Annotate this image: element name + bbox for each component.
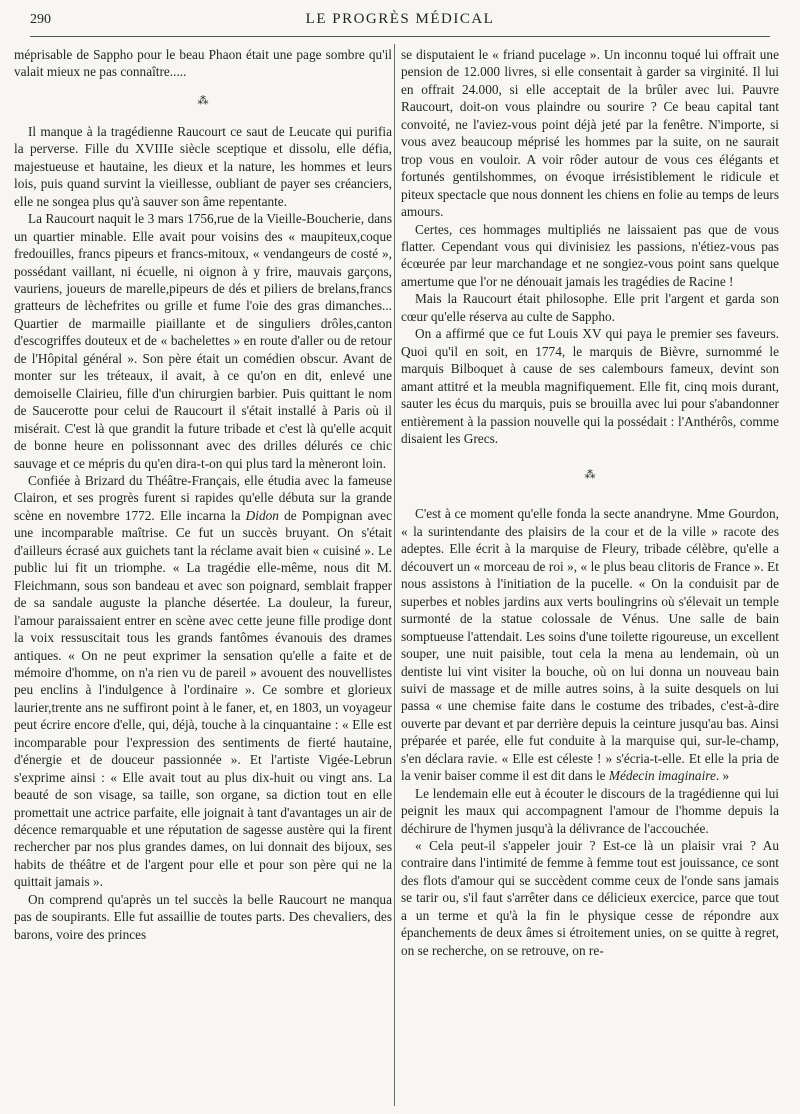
paragraph: Le lendemain elle eut à écouter le discours de la tragédienne qui lui peignit les maux qui accompagnent l'amour de l'homme depuis la déchirure de l'hymen jusqu'à la délivrance de l'accouchée. xyxy=(401,785,779,836)
paragraph: On a affirmé que ce fut Louis XV qui paya le premier ses faveurs. Quoi qu'il en soit, en 1774, le marquis de Bièvre, surnommé le marquis Bilboquet à cause de ses calembours fameux, devint son amant attitré et la meubla magnifiquement. Elle fit, cinq mois durant, sauter les écus du marquis, puis se brouilla avec lui pour s'abandonner entièrement à la passion nouvelle qui la possédait : l'Anthérôs, comme disaient les Grecs. xyxy=(401,326,779,446)
paragraph: On comprend qu'après un tel succès la belle Raucourt ne manqua pas de soupirants. Elle fut assaillie de toutes parts. Des chevaliers, des barons, voire des princes xyxy=(14,891,392,942)
paragraph-text: Confiée à Brizard du Théâtre-Français, elle étudia avec la fameuse Clairon, et ses progrès furent si rapides qu'elle débuta sur la grande scène en novembre 1772. Elle incarna la xyxy=(14,472,392,523)
paragraph-text: de Pompignan avec une incomparable maîtrise. Ce fut un succès bruyant. On s'était d'ailleurs écrasé aux guichets tant la réclame avait bien « cuisiné ». Le public lui fit un triomphe. « La tragédie elle-même, nous dit M. Fleichmann, sous son bandeau et avec son poignard, semblait frapper de sa sandale auguste la planche désertée. La douleur, la fureur, l'amour paraissaient entrer en scène avec cette jeune fille prodige dont la voix ressuscitait tous les grands fantômes évanouis des drames antiques. « On ne peut exprimer la sensation qu'elle a faite et de mémoire d'homme, on n'a rien vu de pareil » avouent des nouvellistes peu enclins à l'indulgence à l'ordinaire ». Ce sombre et glorieux laurier,trente ans ne suffiront point à le faner, et, en 1803, un voyageur peut écrire encore d'elle, qui, déjà, touche à la cinquantaine : « Elle est incomparable pour l'expression des sentiments de fierté hautaine, d'énergie et de douceur passionnée ». Et l'artiste Vigée-Lebrun s'exprime ainsi : « Elle avait tout au plus dix-huit ou vingt ans. La beauté de son visage, sa taille, son organe, sa diction tout en elle promettait une actrice parfaite, elle joignait à tant d'avantages un air de décence remarquable et une réputation de sagesse austère qui la firent rechercher par nos plus grandes dames, on lui donnait des bijoux, ses habits de théâtre et de l'argent pour elle et pour son père qui ne la quittait jamais ». xyxy=(14,507,392,890)
paragraph: méprisable de Sappho pour le beau Phaon était une page sombre qu'il valait mieux ne pas connaître..... xyxy=(14,47,392,80)
paragraph: « Cela peut-il s'appeler jouir ? Est-ce là un plaisir vrai ? Au contraire dans l'intimité de femme à femme tout est jouissance, ce sont des flots d'amour qui se succèdent comme ceux de l'onde sans jamais se tarir ou, s'il faut s'arrêter dans ce délicieux exercice, parce que tout a un terme et qu'à la fin le physique cesse de répondre aux épanchements de deux âmes si étroitement unies, on se quitte à regret, on se recherche, on se retrouve, on re- xyxy=(401,838,779,958)
paragraph: Mais la Raucourt était philosophe. Elle prit l'argent et garda son cœur qu'elle réserva au culte de Sappho. xyxy=(401,291,779,324)
italic-title-didon: Didon xyxy=(245,507,279,523)
section-separator: ⁂ xyxy=(197,94,209,107)
journal-title: LE PROGRÈS MÉDICAL xyxy=(305,11,495,27)
paragraph xyxy=(401,505,779,784)
paragraph xyxy=(14,472,392,891)
paragraph: Certes, ces hommages multipliés ne laissaient pas que de vous flatter. Cependant vous qui divinisiez les passions, n'étiez-vous pas écœurée par leur marchandage et ne songiez-vous point sans quelque amertume que l'or ne dénouait jamais les tragédies de Racine ! xyxy=(401,221,779,289)
page-header xyxy=(30,10,770,37)
page-number: 290 xyxy=(30,12,51,27)
paragraph: se disputaient le « friand pucelage ». Un inconnu toqué lui offrait une pension de 12.000 livres, si elle consentait à garder sa virginité. Il lui en offrait 24.000, si elle acceptait de la brûler avec lui. Pauvre Raucourt, doit-on vous plaindre ou sourire ? Ce beau capital tant convoité, ne l'aviez-vous point déjà jeté par la fenêtre. N'importe, si vous avez beaucoup méprisé les hommes par la suite, on ne saurait trop vous en vouloir. A voir rôder autour de vous ces élégants et fortunés gentilshommes, on évoque irrésistiblement le ridicule et piteux spectacle que nous donnent les chiens en folie au temps de leurs amours. xyxy=(401,47,779,220)
paragraph-text: . » xyxy=(715,768,730,784)
left-column xyxy=(14,46,392,1106)
italic-title-medecin: Médecin imaginaire xyxy=(608,768,716,784)
section-separator: ⁂ xyxy=(584,469,596,482)
right-column xyxy=(401,46,779,1106)
paragraph-text: C'est à ce moment qu'elle fonda la secte anandryne. Mme Gourdon, « la surintendante des plaisirs de la cour et de la ville » racote des adeptes. Elle écrit à la marquise de Fleury, tribade célèbre, qu'elle a découvert un « morceau de roi », « le plus beau clitoris de France ». Et nous assistons à l'initiation de la pucelle. « On la conduisit par de superbes et nobles jardins aux verts boulingrins où s'élevait un temple surmonté de la statue colossale de Vénus. Une salle de bain somptueuse l'attendait. Les soins d'une toilette rigoureuse, un excellent souper, une nuit paisible, tout cela la mena au lendemain, où un dentiste lui vint visiter la bouche, où on lui donna un nouveau bain suivi de massage et de mille autres soins, à la suite desquels on lui passa « une chemise faite dans le costume des tribades, c'est-à-dire ouverte par devant et par derrière depuis la ceinture jusqu'au bas. Ainsi préparée et parée, elle fut conduite à la marquise qui, sur-le-champ, s'en déclara ravie. « Elle est céleste ! » s'écria-t-elle. Et elle la pria de la venir baiser comme il est dit dans le xyxy=(401,506,779,784)
paragraph: Il manque à la tragédienne Raucourt ce saut de Leucate qui purifia la perverse. Fille du XVIIIe siècle sceptique et dissolu, elle défia, majestueuse et hautaine, les dieux et la nature, les hommes et leurs lois, puis quand survint la vieillesse, oubliant de payer ses créanciers, elle ne songea plus qu'à sauver son âme repentante. xyxy=(14,123,392,209)
paragraph: La Raucourt naquit le 3 mars 1756,rue de la Vieille-Boucherie, dans un quartier minable. Elle avait pour voisins des « maupiteux,coque fredouilles, francs pipeurs et francs-mitoux, « vendangeurs de costé », possédant vaillant, ni écuelle, ni oignon à y frire, mauvais garçons, vauriens, joueurs de marelle,pipeurs de dés et piliers de brelans,francs gratteurs de lèchefrites ou grille et fume l'oie des gras dimanches... Quartier de marmaille piaillante et de singuliers drôles,canton d'escogriffes douteux et de « bachelettes » en route d'aller ou de retour de l'Hôpital général ». Son père était un comédien obscur. Avant de monter sur les tréteaux, il avait, à ce qu'on en dit, enlevé une demoiselle Clairieu, fille d'un chirurgien barbier. Puis quittant le nom de Saucerotte pour celui de Raucourt il s'était installé à Paris où il misérait. C'est là que grandit la future tribade et c'est là qu'elle acquit de bonne heure en polissonnant avec des drilles délurés ce chic sauvage et ce mépris du qu'en dira-t-on qui plus tard la mèneront loin. xyxy=(14,211,392,471)
column-divider xyxy=(394,44,395,1106)
